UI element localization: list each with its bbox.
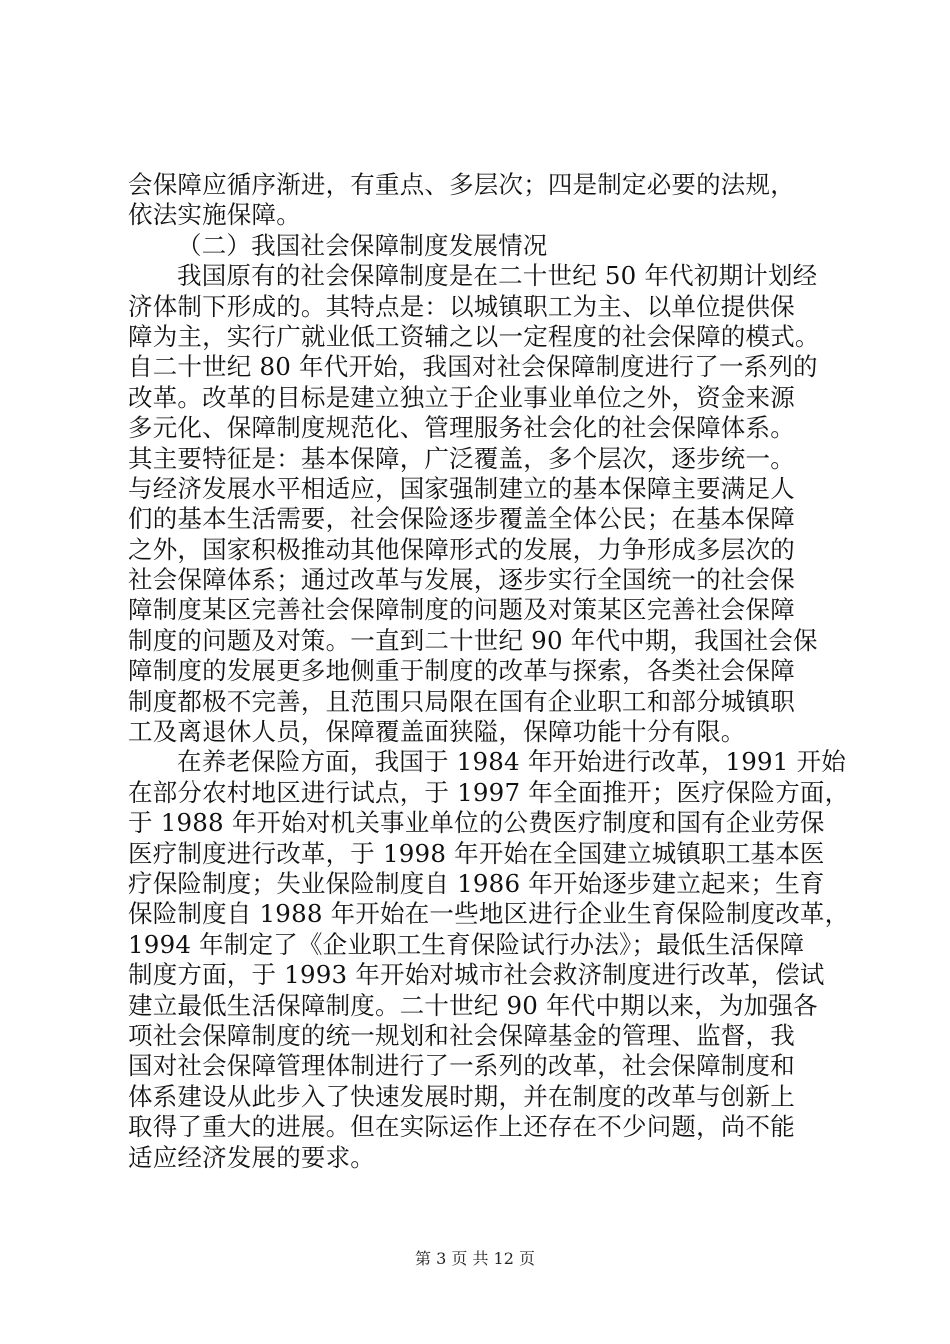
text-line: 自二十世纪 80 年代开始，我国对社会保障制度进行了一系列的 [128, 352, 818, 382]
text-line: 改革。改革的目标是建立独立于企业事业单位之外，资金来源 [128, 382, 795, 412]
text-line: 工及离退休人员，保障覆盖面狭隘，保障功能十分有限。 [128, 717, 746, 747]
text-line: 们的基本生活需要，社会保险逐步覆盖全体公民；在基本保障 [128, 504, 795, 534]
text-line: 适应经济发展的要求。 [128, 1142, 375, 1172]
text-line: 体系建设从此步入了快速发展时期，并在制度的改革与创新上 [128, 1081, 795, 1111]
text-line: 障为主，实行广就业低工资辅之以一定程度的社会保障的模式。 [128, 321, 820, 351]
text-line: 与经济发展水平相适应，国家强制建立的基本保障主要满足人 [128, 473, 795, 503]
text-line: 障制度某区完善社会保障制度的问题及对策某区完善社会保障 [128, 595, 795, 625]
text-line: 疗保险制度；失业保险制度自 1986 年开始逐步建立起来；生育 [128, 868, 825, 898]
text-line: 在部分农村地区进行试点，于 1997 年全面推开；医疗保险方面， [128, 777, 850, 807]
text-line: 项社会保障制度的统一规划和社会保障基金的管理、监督，我 [128, 1020, 795, 1050]
text-line: 多元化、保障制度规范化、管理服务社会化的社会保障体系。 [128, 413, 795, 443]
text-line: 国对社会保障管理体制进行了一系列的改革，社会保障制度和 [128, 1051, 795, 1081]
text-line: 制度都极不完善，且范围只局限在国有企业职工和部分城镇职 [128, 686, 795, 716]
text-line: 制度的问题及对策。一直到二十世纪 90 年代中期，我国社会保 [128, 625, 818, 655]
text-line: 依法实施保障。 [128, 200, 301, 230]
text-line: 济体制下形成的。其特点是：以城镇职工为主、以单位提供保 [128, 291, 795, 321]
text-line: 社会保障体系；通过改革与发展，逐步实行全国统一的社会保 [128, 565, 795, 595]
text-line: 会保障应循序渐进，有重点、多层次；四是制定必要的法规， [128, 170, 795, 199]
text-line: 取得了重大的进展。但在实际运作上还存在不少问题，尚不能 [128, 1112, 795, 1142]
text-line: 障制度的发展更多地侧重于制度的改革与探索，各类社会保障 [128, 656, 795, 686]
text-line: 医疗制度进行改革，于 1998 年开始在全国建立城镇职工基本医 [128, 838, 825, 868]
text-line: 于 1988 年开始对机关事业单位的公费医疗制度和国有企业劳保 [128, 808, 825, 838]
text-line: 我国原有的社会保障制度是在二十世纪 50 年代初期计划经 [177, 261, 818, 291]
text-line: 之外，国家积极推动其他保障形式的发展，力争形成多层次的 [128, 534, 795, 564]
text-line: （二）我国社会保障制度发展情况 [177, 230, 548, 260]
text-line: 在养老保险方面，我国于 1984 年开始进行改革，1991 开始 [177, 747, 846, 777]
text-line: 保险制度自 1988 年开始在一些地区进行企业生育保险制度改革， [128, 899, 850, 929]
document-body [128, 170, 850, 1173]
text-line: 其主要特征是：基本保障，广泛覆盖，多个层次，逐步统一。 [128, 443, 795, 473]
page-footer: 第 3 页 共 12 页 [415, 1249, 535, 1268]
text-line: 1994 年制定了《企业职工生育保险试行办法》；最低生活保障 [128, 929, 805, 959]
text-line: 建立最低生活保障制度。二十世纪 90 年代中期以来，为加强各 [128, 990, 818, 1020]
text-line: 制度方面，于 1993 年开始对城市社会救济制度进行改革，偿试 [128, 960, 825, 990]
